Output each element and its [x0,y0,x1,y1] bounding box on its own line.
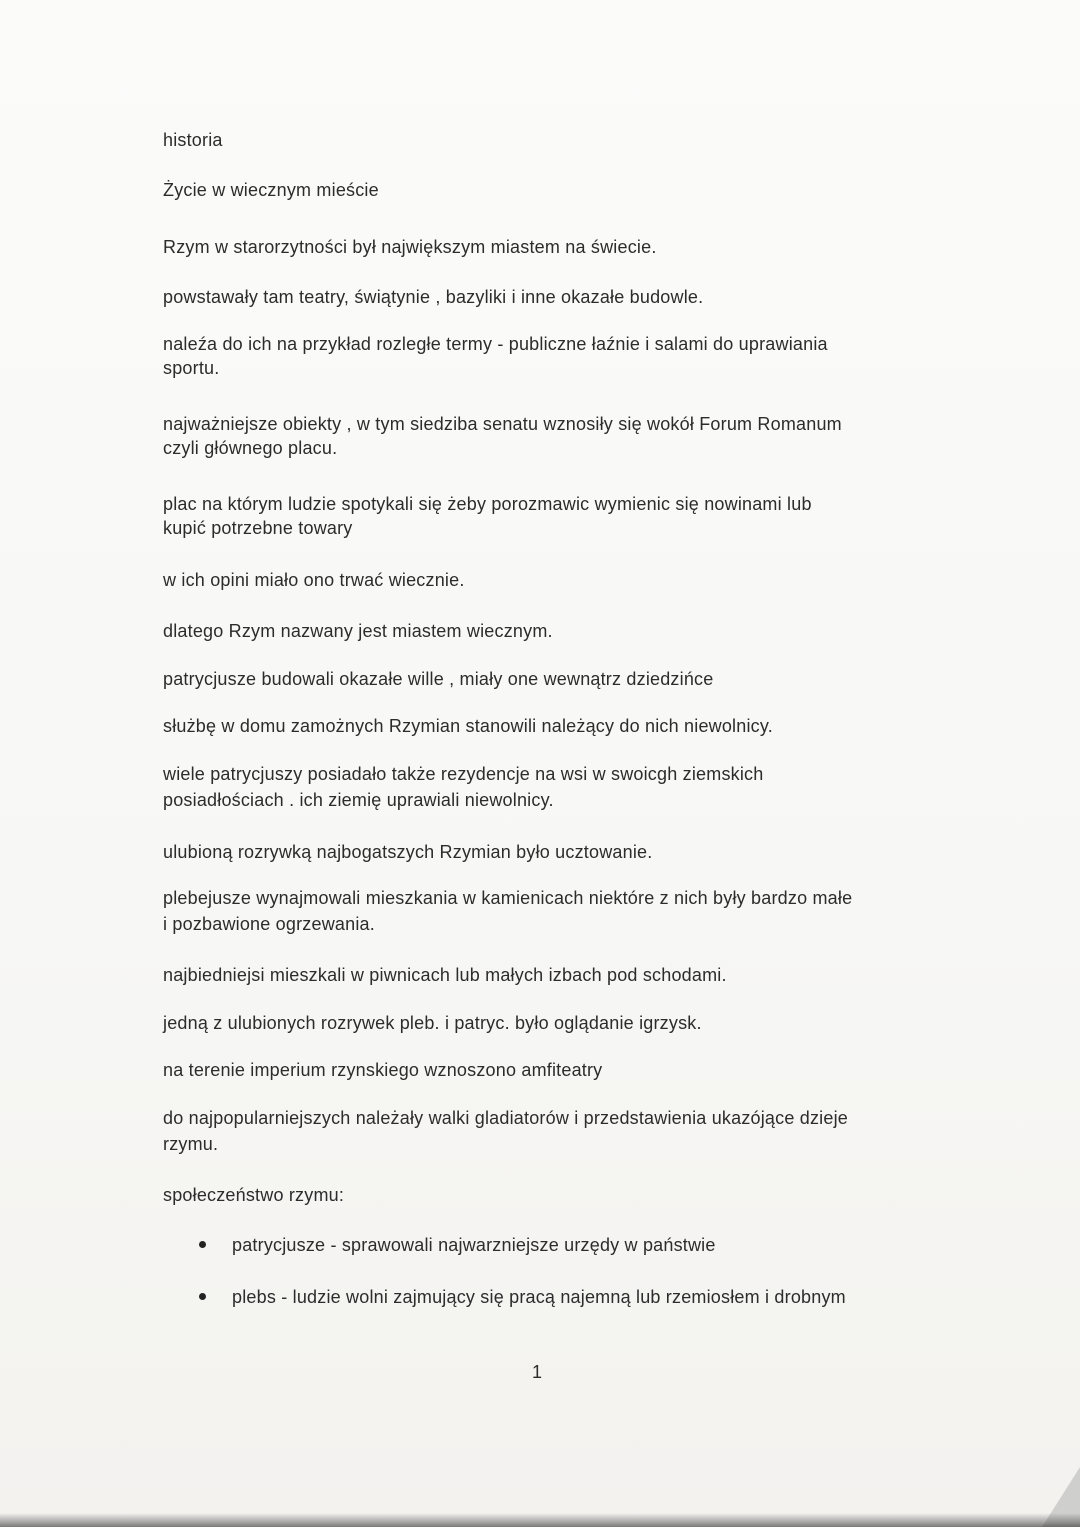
paragraph: plac na którym ludzie spotykali się żeby porozmawic wymienic się nowinami lub kupić potrzebne towary [163,494,812,538]
paragraph: patrycjusze budowali okazałe wille , miały one wewnątrz dziedzińce [163,669,714,689]
paragraph: najbiedniejsi mieszkali w piwnicach lub małych izbach pod schodami. [163,965,727,985]
list-item: patrycjusze - sprawowali najwarzniejsze urzędy w państwie [199,1231,716,1259]
paragraph: Rzym w starorzytności był największym miastem na świecie. [163,237,657,257]
list-item: plebs - ludzie wolni zajmujący się pracą najemną lub rzemiosłem i drobnym [199,1283,846,1311]
paragraph: jedną z ulubionych rozrywek pleb. i patryc. było oglądanie igrzysk. [163,1013,702,1033]
page-bottom-edge [0,1513,1080,1527]
page-number: 1 [532,1362,543,1382]
bullet-icon [199,1241,206,1248]
paragraph: do najpopularniejszych należały walki gladiatorów i przedstawienia ukazójące dzieje rzymu. [163,1108,848,1154]
paragraph: wiele patrycjuszy posiadało także rezydencje na wsi w swoicgh ziemskich posiadłościach . ich ziemię uprawiali niewolnicy. [163,764,764,810]
paragraph: na terenie imperium rzynskiego wznoszono amfiteatry [163,1060,603,1080]
paragraph: naleźa do ich na przykład rozległe termy - publiczne łaźnie i salami do uprawiania sportu. [163,334,828,378]
paragraph: dlatego Rzym nazwany jest miastem wiecznym. [163,621,553,641]
list-heading: społeczeństwo rzymu: [163,1185,345,1205]
paragraph: w ich opini miało ono trwać wiecznie. [163,570,465,590]
subject-heading: historia [163,130,223,150]
paragraph: powstawały tam teatry, świątynie , bazyliki i inne okazałe budowle. [163,287,704,307]
paragraph: ulubioną rozrywką najbogatszych Rzymian było ucztowanie. [163,842,653,862]
paragraph: służbę w domu zamożnych Rzymian stanowili należący do nich niewolnicy. [163,716,773,736]
bullet-icon [199,1293,206,1300]
topic-title: Życie w wiecznym mieście [163,180,379,200]
paragraph: najważniejsze obiekty , w tym siedziba senatu wznosiły się wokół Forum Romanum czyli głównego placu. [163,414,842,458]
paragraph: plebejusze wynajmowali mieszkania w kamienicach niektóre z nich były bardzo małe i pozbawione ogrzewania. [163,888,853,934]
